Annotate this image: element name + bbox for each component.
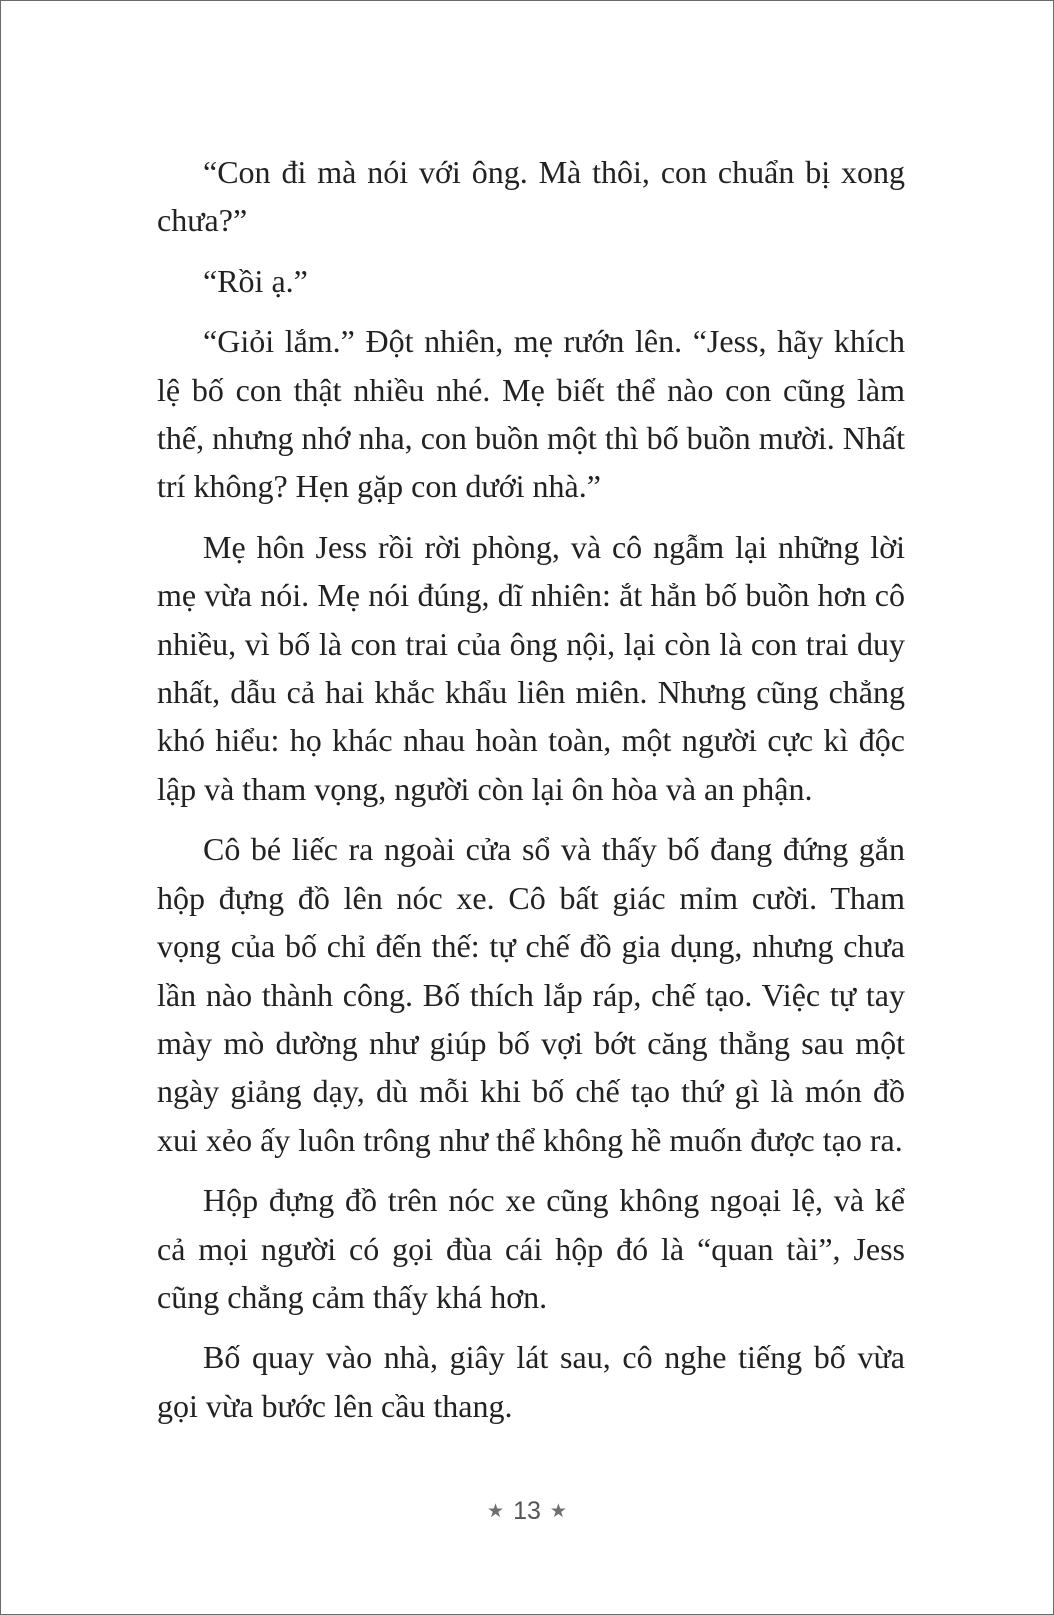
paragraph: “Rồi ạ.” xyxy=(203,262,308,299)
star-icon: ★ xyxy=(487,1501,505,1522)
star-icon: ★ xyxy=(549,1501,567,1522)
page-number: 13 xyxy=(513,1497,541,1525)
paragraph: Mẹ hôn Jess rồi rời phòng, và cô ngẫm lại những lời mẹ vừa nói. Mẹ nói đúng, dĩ nhiên: ắt hẳn bố buồn hơn cô nhiều, vì bố là con trai của ông nội, lại còn là con trai duy nhất, dẫu cả hai khắc khẩu liên miên. Nhưng cũng chẳng khó hiểu: họ khác nhau hoàn toàn, một người cực kì độc lập và tham vọng, người còn lại ôn hòa và an phận. xyxy=(157,528,905,807)
body-text xyxy=(157,148,905,1442)
paragraph: “Con đi mà nói với ông. Mà thôi, con chuẩn bị xong chưa?” xyxy=(157,154,905,239)
paragraph: Hộp đựng đồ trên nóc xe cũng không ngoại lệ, và kể cả mọi người có gọi đùa cái hộp đó là “quan tài”, Jess cũng chẳng cảm thấy khá hơn. xyxy=(157,1182,905,1315)
paragraph: Cô bé liếc ra ngoài cửa sổ và thấy bố đang đứng gắn hộp đựng đồ lên nóc xe. Cô bất giác mỉm cười. Tham vọng của bố chỉ đến thế: tự chế đồ gia dụng, nhưng chưa lần nào thành công. Bố thích lắp ráp, chế tạo. Việc tự tay mày mò dường như giúp bố vợi bớt căng thẳng sau một ngày giảng dạy, dù mỗi khi bố chế tạo thứ gì là món đồ xui xẻo ấy luôn trông như thể không hề muốn được tạo ra. xyxy=(157,831,905,1158)
page-footer xyxy=(0,1496,1054,1527)
paragraph: Bố quay vào nhà, giây lát sau, cô nghe tiếng bố vừa gọi vừa bước lên cầu thang. xyxy=(157,1339,905,1424)
paragraph: “Giỏi lắm.” Đột nhiên, mẹ rướn lên. “Jess, hãy khích lệ bố con thật nhiều nhé. Mẹ biết thể nào con cũng làm thế, nhưng nhớ nha, con buồn một thì bố buồn mười. Nhất trí không? Hẹn gặp con dưới nhà.” xyxy=(157,323,905,505)
